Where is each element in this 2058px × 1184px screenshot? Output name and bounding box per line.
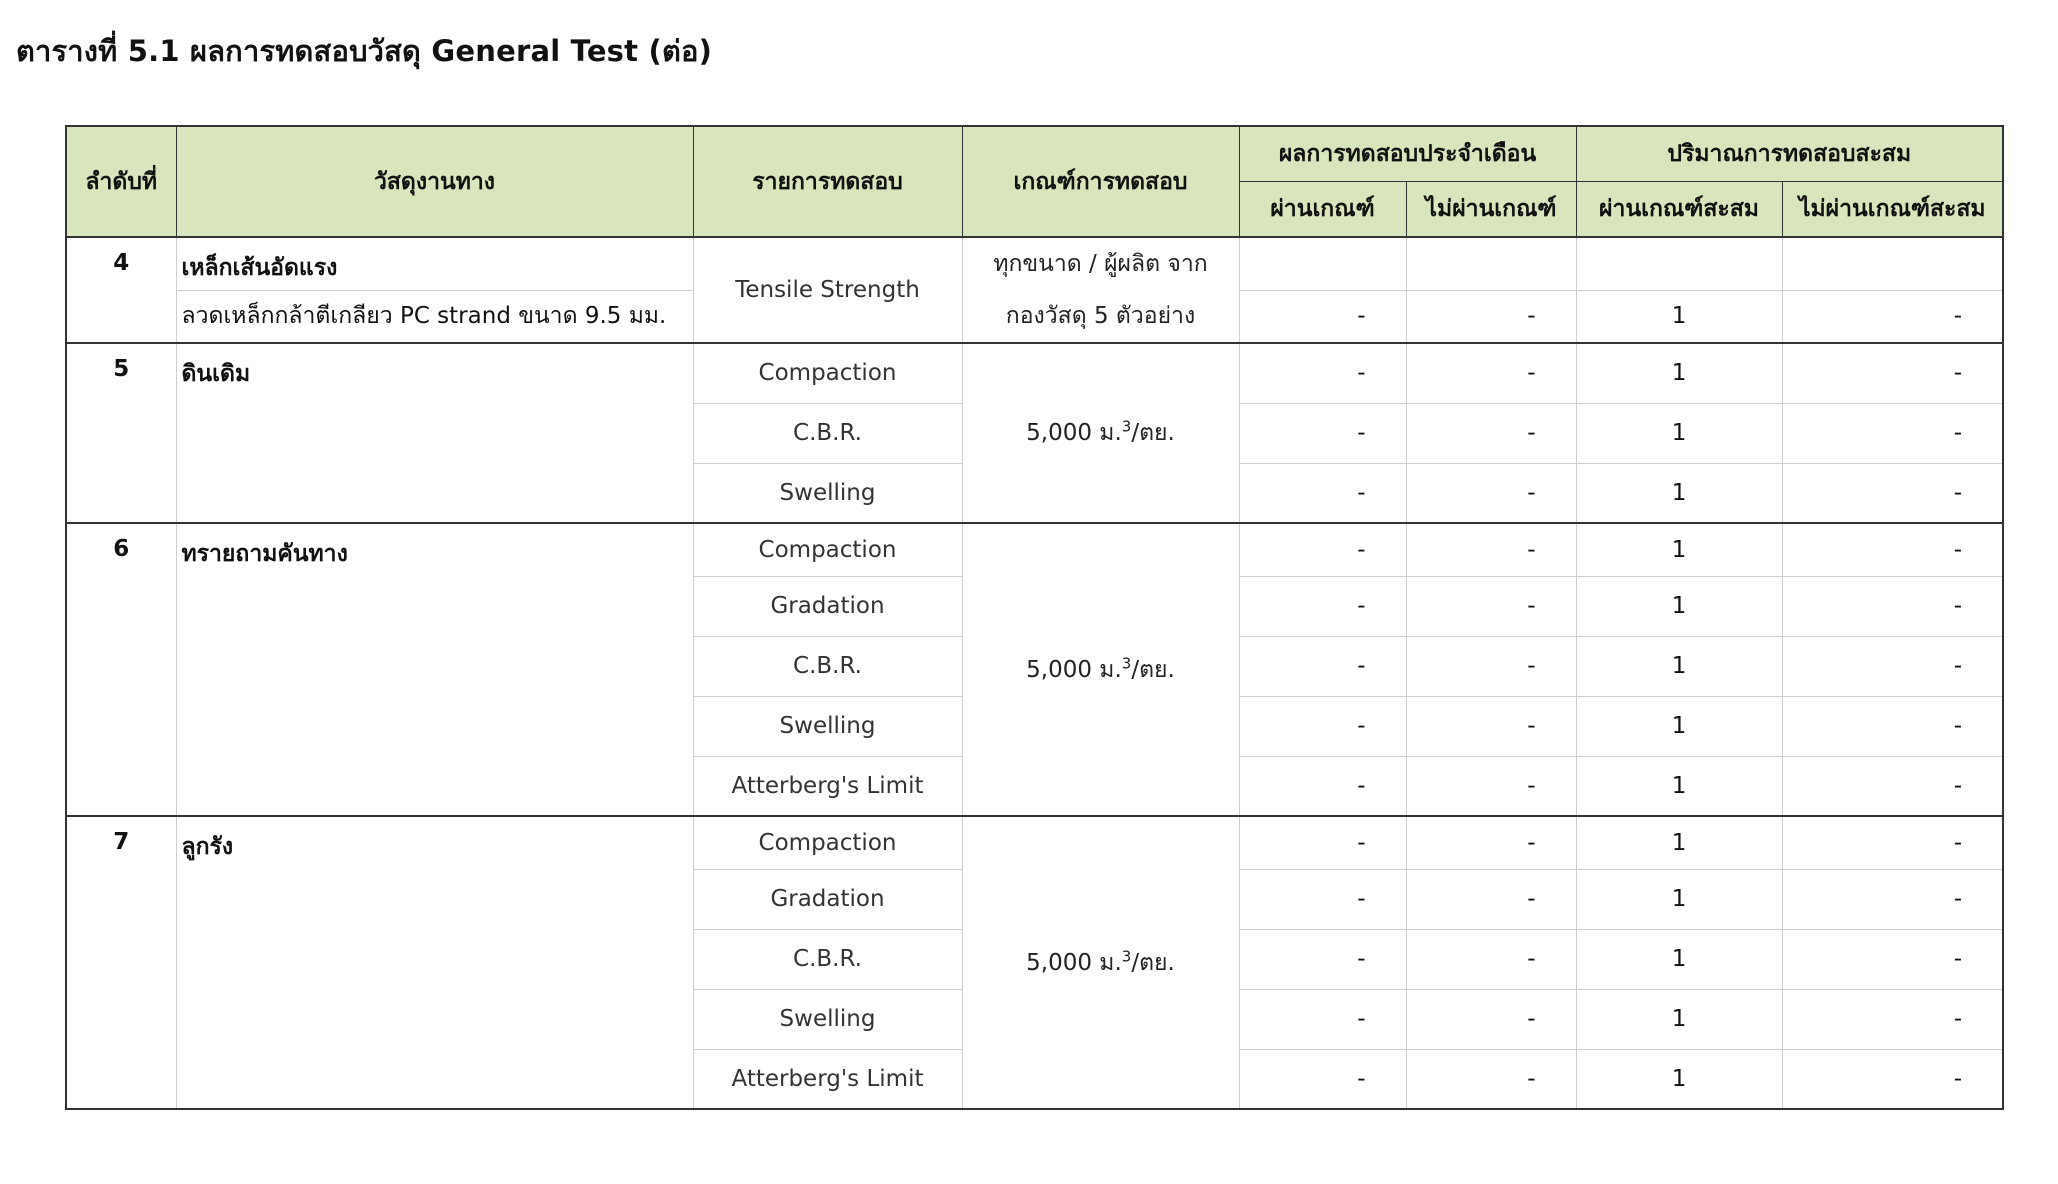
cell-fail: -: [1406, 929, 1576, 989]
criteria-line-2: กองวัสดุ 5 ตัวอย่าง: [1005, 303, 1196, 329]
header-criteria: เกณฑ์การทดสอบ: [962, 126, 1239, 237]
header-test: รายการทดสอบ: [693, 126, 962, 237]
cell-pass: -: [1239, 756, 1406, 816]
header-pass: ผ่านเกณฑ์: [1239, 181, 1406, 237]
cell-material: เหล็กเส้นอัดแรง: [176, 237, 693, 290]
cell-fail: -: [1406, 576, 1576, 636]
criteria-value: 5,000 ม.: [1026, 420, 1122, 446]
cell-fail-cum: -: [1782, 290, 2003, 343]
cell-pass: -: [1239, 290, 1406, 343]
cell-material: ทรายถามคันทาง: [176, 523, 693, 816]
cell-empty: [1576, 237, 1782, 290]
cell-no: 6: [66, 523, 176, 816]
cell-pass-cum: 1: [1576, 1049, 1782, 1109]
cell-test: Swelling: [693, 989, 962, 1049]
cell-fail: -: [1406, 463, 1576, 523]
criteria-exponent: 3: [1121, 653, 1132, 672]
cell-test: Atterberg's Limit: [693, 1049, 962, 1109]
cell-pass-cum: 1: [1576, 929, 1782, 989]
page-title: ตารางที่ 5.1 ผลการทดสอบวัสดุ General Test (ต่อ): [16, 34, 713, 68]
header-no: ลำดับที่: [66, 126, 176, 237]
cell-pass-cum: 1: [1576, 989, 1782, 1049]
cell-empty: [1239, 237, 1406, 290]
cell-test: Atterberg's Limit: [693, 756, 962, 816]
cell-test: Compaction: [693, 343, 962, 403]
cell-fail-cum: -: [1782, 463, 2003, 523]
cell-fail-cum: -: [1782, 929, 2003, 989]
cell-fail: -: [1406, 696, 1576, 756]
cell-test: Swelling: [693, 463, 962, 523]
cell-fail: -: [1406, 636, 1576, 696]
cell-fail: -: [1406, 1049, 1576, 1109]
cell-empty: [1406, 237, 1576, 290]
cell-test: Compaction: [693, 816, 962, 869]
criteria-line-1: ทุกขนาด / ผู้ผลิต จาก: [993, 251, 1208, 277]
cell-fail-cum: -: [1782, 576, 2003, 636]
header-material: วัสดุงานทาง: [176, 126, 693, 237]
cell-pass: -: [1239, 403, 1406, 463]
cell-test: Gradation: [693, 576, 962, 636]
cell-pass-cum: 1: [1576, 403, 1782, 463]
cell-pass: -: [1239, 463, 1406, 523]
header-pass-cum: ผ่านเกณฑ์สะสม: [1576, 181, 1782, 237]
criteria-exponent: 3: [1121, 946, 1132, 965]
cell-fail: -: [1406, 290, 1576, 343]
cell-pass: -: [1239, 1049, 1406, 1109]
cell-pass-cum: 1: [1576, 576, 1782, 636]
table-row: [66, 816, 2003, 869]
cell-pass-cum: 1: [1576, 343, 1782, 403]
cell-pass: -: [1239, 929, 1406, 989]
cell-fail: -: [1406, 816, 1576, 869]
table-row: [66, 523, 2003, 576]
cell-fail-cum: -: [1782, 989, 2003, 1049]
criteria-value: 5,000 ม.: [1026, 656, 1122, 683]
cell-fail-cum: -: [1782, 696, 2003, 756]
cell-fail-cum: -: [1782, 1049, 2003, 1109]
cell-pass: -: [1239, 816, 1406, 869]
cell-no: 7: [66, 816, 176, 1109]
cell-pass: -: [1239, 576, 1406, 636]
cell-pass: -: [1239, 343, 1406, 403]
table-row: [66, 343, 2003, 403]
table-row: [66, 237, 2003, 290]
cell-pass-cum: 1: [1576, 869, 1782, 929]
cell-material: ดินเดิม: [176, 343, 693, 523]
criteria-unit: /ตย.: [1131, 420, 1175, 446]
cell-empty: [1782, 237, 2003, 290]
header-monthly: ผลการทดสอบประจำเดือน: [1239, 126, 1576, 181]
cell-fail-cum: -: [1782, 869, 2003, 929]
cell-pass: -: [1239, 989, 1406, 1049]
cell-fail-cum: -: [1782, 636, 2003, 696]
criteria-value: 5,000 ม.: [1026, 949, 1122, 976]
cell-pass: -: [1239, 523, 1406, 576]
test-results-table: [65, 125, 2004, 1110]
cell-fail: -: [1406, 869, 1576, 929]
cell-pass: -: [1239, 696, 1406, 756]
cell-fail-cum: -: [1782, 343, 2003, 403]
cell-test: Gradation: [693, 869, 962, 929]
cell-test: C.B.R.: [693, 929, 962, 989]
cell-no: 4: [66, 237, 176, 343]
cell-test: C.B.R.: [693, 636, 962, 696]
cell-sub-material: ลวดเหล็กกล้าตีเกลียว PC strand ขนาด 9.5 มม.: [176, 290, 693, 343]
cell-fail: -: [1406, 403, 1576, 463]
cell-pass-cum: 1: [1576, 696, 1782, 756]
cell-pass-cum: 1: [1576, 463, 1782, 523]
cell-no: 5: [66, 343, 176, 523]
cell-fail-cum: -: [1782, 403, 2003, 463]
cell-criteria: [962, 343, 1239, 523]
criteria-unit: /ตย.: [1131, 949, 1175, 976]
cell-criteria: [962, 523, 1239, 816]
cell-fail: -: [1406, 523, 1576, 576]
cell-pass-cum: 1: [1576, 290, 1782, 343]
cell-test: Tensile Strength: [693, 237, 962, 343]
cell-test: Swelling: [693, 696, 962, 756]
cell-criteria: [962, 237, 1239, 343]
header-fail: ไม่ผ่านเกณฑ์: [1406, 181, 1576, 237]
cell-pass-cum: 1: [1576, 523, 1782, 576]
cell-test: Compaction: [693, 523, 962, 576]
cell-material: ลูกรัง: [176, 816, 693, 1109]
cell-fail: -: [1406, 989, 1576, 1049]
criteria-exponent: 3: [1121, 417, 1132, 436]
criteria-unit: /ตย.: [1131, 656, 1175, 683]
header-cumulative: ปริมาณการทดสอบสะสม: [1576, 126, 2003, 181]
cell-pass-cum: 1: [1576, 816, 1782, 869]
cell-fail: -: [1406, 343, 1576, 403]
cell-pass: -: [1239, 869, 1406, 929]
cell-pass-cum: 1: [1576, 756, 1782, 816]
cell-pass-cum: 1: [1576, 636, 1782, 696]
cell-fail-cum: -: [1782, 816, 2003, 869]
cell-fail-cum: -: [1782, 523, 2003, 576]
header-fail-cum: ไม่ผ่านเกณฑ์สะสม: [1782, 181, 2003, 237]
table-body: [66, 237, 2003, 1109]
cell-criteria: [962, 816, 1239, 1109]
cell-fail-cum: -: [1782, 756, 2003, 816]
cell-pass: -: [1239, 636, 1406, 696]
cell-test: C.B.R.: [693, 403, 962, 463]
cell-fail: -: [1406, 756, 1576, 816]
